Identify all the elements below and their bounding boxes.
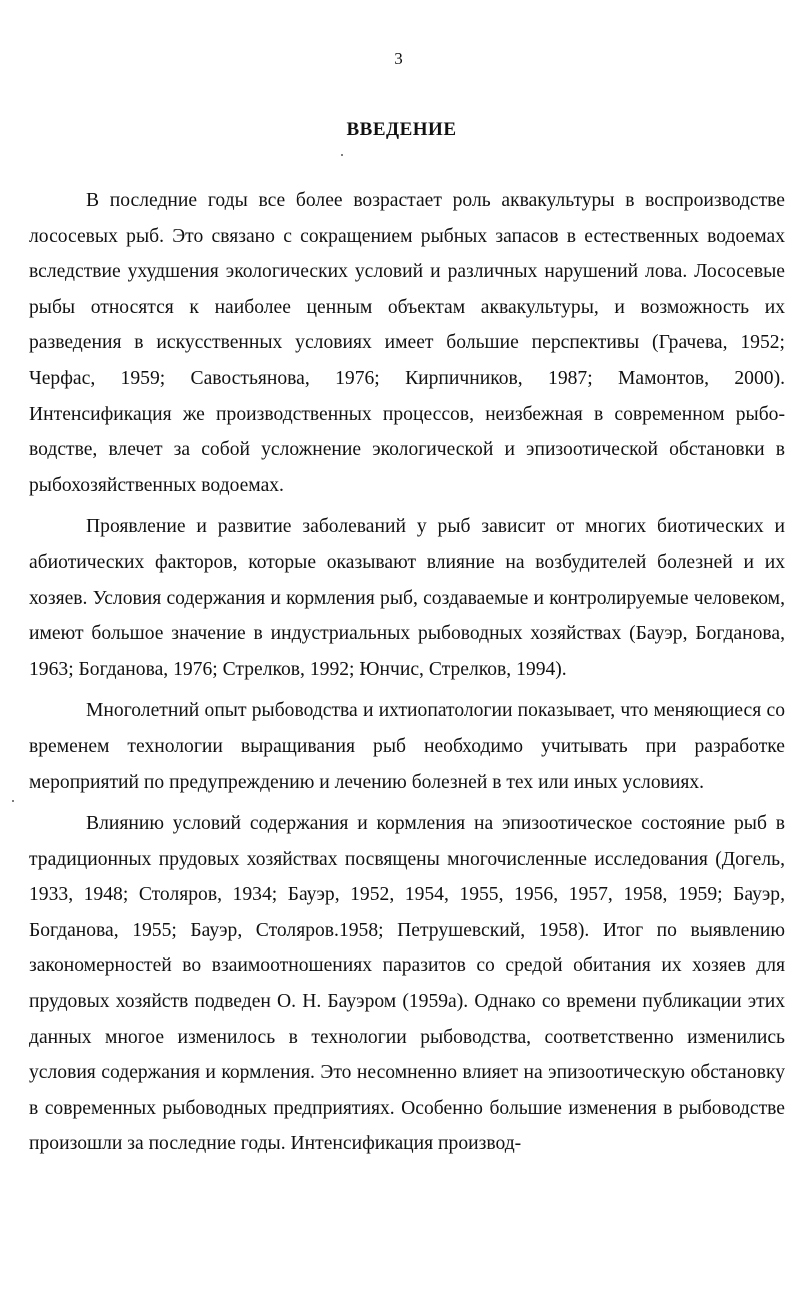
paragraph: Проявление и развитие заболеваний у рыб зависит от многих биотических и абиотических факторов, которые оказывают влияние на возбудителей болезней и их хозяев. Условия содержания и кормления рыб, создаваемые и контролируемые человеком, имеют большое значение в индустриальных рыбоводных хозяйствах (Бауэр, Богданова, 1963; Богданова, 1976; Стрелков, 1992; Юнчис, Стрелков, 1994). (29, 516, 785, 680)
scan-speck (341, 154, 343, 156)
paragraph: Влиянию условий содержания и кормления на эпизоотическое состояние рыб в традиционных прудовых хозяйствах посвящены многочисленные исследования (Догель, 1933, 1948; Столяров, 1934; Бауэр, 1952, 1954, 1955, 1956, 1957, 1958, 1959; Бауэр, Богданова, 1955; Бауэр, Столяров.1958; Петрушевский, 1958). Итог по выявлению закономерностей во взаимоотношениях паразитов со средой обитания их хозяев для прудовых хозяйств подведен О. Н. Бауэром (1959а). Однако со времени публикации этих данных многое изменилось в технологии рыбоводства, соответственно изменились условия содержания и кормления. Это несомненно влияет на эпизоотическую обстановку в современных рыбоводных предприятиях. Особенно большие изменения в рыбоводстве произошли за последние годы. Интенсификация производ- (29, 813, 785, 1155)
paragraph: Многолетний опыт рыбоводства и ихтиопатологии показывает, что меняющиеся со временем технологии выращивания рыб необходимо учитывать при разработке мероприятий по предупреждению и лечению болезней в тех или иных условиях. (29, 700, 785, 793)
section-title: ВВЕДЕНИЕ (346, 119, 457, 140)
body-text (29, 183, 785, 1168)
scan-speck (12, 800, 14, 802)
page-number: 3 (394, 49, 403, 68)
paragraph: В последние годы все более возрастает роль аквакультуры в воспроизводстве лососевых рыб. Это связано с сокращением рыбных запасов в естественных водоемах вследствие ухудшения экологических условий и различных нарушений лова. Лососевые рыбы относятся к наиболее ценным объектам аквакультуры, и возможность их разведения в искусственных условиях имеет большие перспективы (Грачева, 1952; Черфас, 1959; Савостьянова, 1976; Кирпичников, 1987; Мамонтов, 2000). Интенсификация же производственных процессов, неизбежная в современном рыбоводстве, влечет за собой усложнение экологической и эпизоотической обстановки в рыбохозяйственных водоемах. (29, 190, 785, 496)
